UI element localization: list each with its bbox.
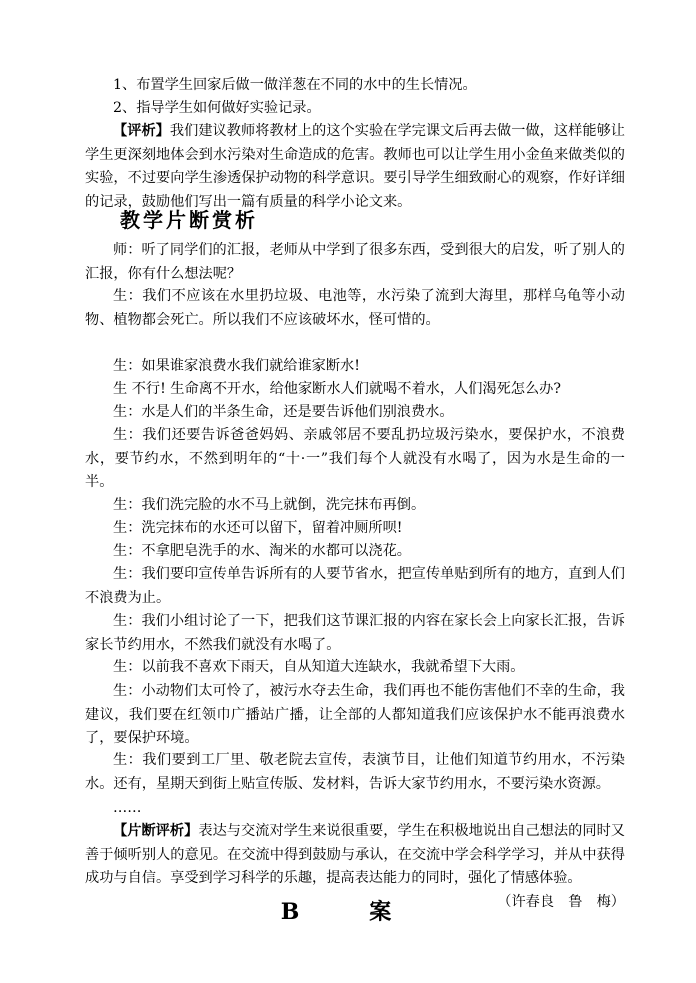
commentary-paragraph bbox=[85, 120, 625, 214]
dialogue-line-13: 生：小动物们太可怜了，被污水夺去生命，我们再也不能伤害他们不幸的生命，我建议，我们要在红领巾广播站广播，让全部的人都知道我们应该保护水不能再浪费水了，要保护环境。 bbox=[85, 683, 625, 746]
dialogue-line-2: 生：我们不应该在水里扔垃圾、电池等，水污染了流到大海里，那样乌龟等小动物、植物都会死亡。所以我们不应该破坏水，怪可惜的。 bbox=[85, 288, 625, 328]
author-credit: （许春良 鲁 梅） bbox=[497, 893, 625, 910]
task-item-2: 2、指导学生如何做好实验记录。 bbox=[113, 100, 321, 116]
next-section-heading: B 案 bbox=[280, 899, 416, 925]
dialogue-line-1: 师：听了同学们的汇报，老师从中学到了很多东西，受到很大的启发，听了别人的汇报，你有什么想法呢？ bbox=[85, 242, 625, 282]
dialogue-line-6: 生：我们还要告诉爸爸妈妈、亲戚邻居不要乱扔垃圾污染水，要保护水，不浪费水，要节约水，不然到明年的“十·一”我们每个人就没有水喝了，因为水是生命的一半。 bbox=[85, 427, 625, 490]
dialogue-line-4: 生 不行! 生命离不开水，给他家断水人们就喝不着水，人们渴死怎么办? bbox=[113, 381, 561, 397]
fragment-commentary-label: 【片断评析】 bbox=[113, 823, 199, 839]
dialogue-line-10: 生：我们要印宣传单告诉所有的人要节省水，把宣传单贴到所有的地方，直到人们不浪费为止。 bbox=[85, 566, 625, 606]
dialogue-line-5: 生：水是人们的半条生命，还是要告诉他们别浪费水。 bbox=[113, 404, 454, 420]
commentary-text: 我们建议教师将教材上的这个实验在学完课文后再去做一做，这样能够让学生更深刻地体会到水污染对生命造成的危害。教师也可以让学生用小金鱼来做类似的实验，不过要向学生渗透保护动物的科学意识。要引导学生细致耐心的观察，作好详细的记录，鼓励他们写出一篇有质量的科学小论文来。 bbox=[85, 123, 625, 210]
dialogue-line-8: 生：洗完抹布的水还可以留下，留着冲厕所呗! bbox=[113, 520, 403, 536]
dialogue-line-9: 生：不拿肥皂洗手的水、淘米的水都可以浇花。 bbox=[113, 543, 411, 559]
dialogue-ellipsis: …… bbox=[113, 800, 142, 816]
fragment-commentary-text: 表达与交流对学生来说很重要，学生在积极地说出自己想法的同时又善于倾听别人的意见。在交流中得到鼓励与承认，在交流中学会科学学习，并从中获得成功与自信。享受到学习科学的乐趣，提高表达能力的同时，强化了情感体验。 bbox=[85, 823, 625, 886]
dialogue-line-3: 生：如果谁家浪费水我们就给谁家断水! bbox=[113, 358, 360, 374]
commentary-label: 【评析】 bbox=[113, 123, 170, 139]
dialogue-line-12: 生：以前我不喜欢下雨天，自从知道大连缺水，我就希望下大雨。 bbox=[113, 659, 525, 675]
task-item-1: 1、布置学生回家后做一做洋葱在不同的水中的生长情况。 bbox=[113, 77, 477, 93]
dialogue-line-7: 生：我们洗完脸的水不马上就倒，洗完抹布再倒。 bbox=[113, 497, 426, 513]
section-title: 教学片断赏析 bbox=[120, 208, 258, 232]
dialogue-line-14: 生：我们要到工厂里、敬老院去宣传，表演节目，让他们知道节约用水，不污染水。还有，星期天到街上贴宣传版、发材料，告诉大家节约用水，不要污染水资源。 bbox=[85, 752, 625, 792]
dialogue-line-11: 生：我们小组讨论了一下，把我们这节课汇报的内容在家长会上向家长汇报，告诉家长节约用水，不然我们就没有水喝了。 bbox=[85, 613, 625, 653]
